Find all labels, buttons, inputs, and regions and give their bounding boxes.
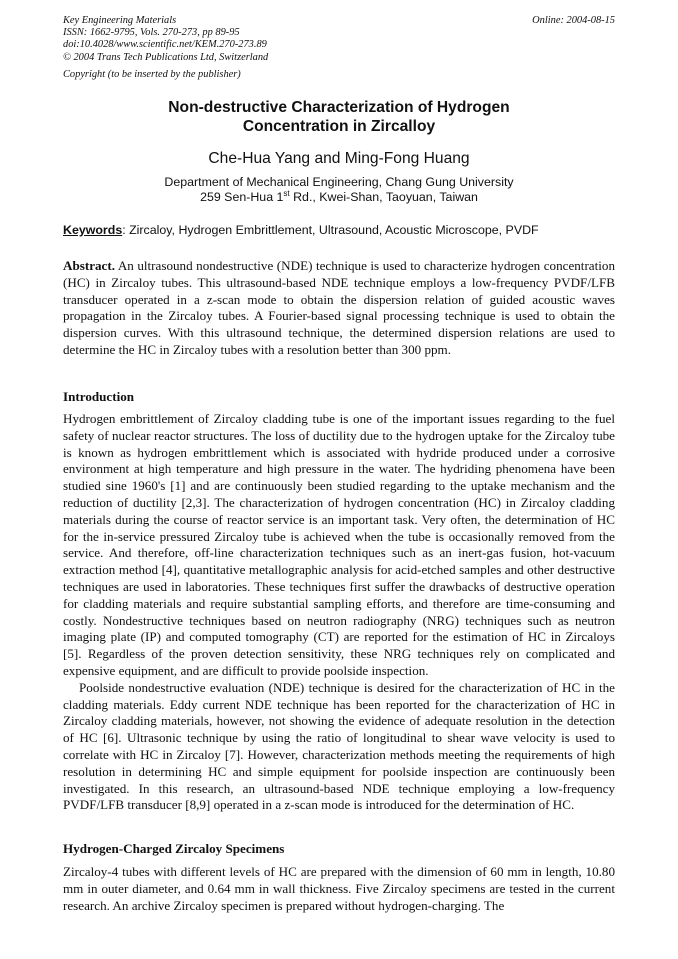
affiliation-address-a: 259 Sen-Hua 1 [200,190,284,204]
affiliation-superscript: st [283,188,290,198]
affiliation [63,175,615,205]
doi-line: doi:10.4028/www.scientific.net/KEM.270-273.89 [63,39,267,51]
introduction-heading: Introduction [63,389,135,404]
publisher-line: © 2004 Trans Tech Publications Ltd, Switzerland [63,51,269,63]
specimens-heading: Hydrogen-Charged Zircaloy Specimens [63,841,285,856]
abstract [63,258,615,359]
keywords-text: : Zircaloy, Hydrogen Embrittlement, Ultrasound, Acoustic Microscope, PVDF [122,223,539,237]
affiliation-line-2 [63,190,615,205]
title-line-1: Non-destructive Characterization of Hydrogen [168,99,510,116]
paper-title [63,98,615,136]
journal-header [63,15,615,64]
journal-name: Key Engineering Materials [63,15,177,26]
affiliation-address-b: Rd., Kwei-Shan, Taoyuan, Taiwan [289,190,478,204]
introduction-body [63,411,615,814]
specimens-body: Zircaloy-4 tubes with different levels of HC are prepared with the dimension of 60 mm in length, 10.80 mm in outer diameter, and 0.64 mm in wall thickness. Five Zircaloy specimens are tested in the current research. An archive Zircaloy specimen is prepared without hydrogen-charging. The [63,864,615,913]
copyright-note: Copyright (to be inserted by the publisher) [63,69,241,80]
introduction-paragraph-1: Hydrogen embrittlement of Zircaloy cladding tube is one of the important issues regarding to the fuel safety of nuclear reactor structures. The loss of ductility due to the hydrogen uptake for the Zircaloy tube is known as hydrogen embrittlement which is associated with hydride produced under a corrosive environment at high temperature and high pressure in the water. The hydriding phenomena have been studied sine 1960's [1] and are continuously been studied regarding to the uptake mechanism and the reduction of ductility [2,3]. The characterization of hydrogen concentration (HC) in Zircaloy cladding materials during the course of reactor service is an important task. Very often, the determination of HC for the in-service pressured Zircaloy tube is achieved when the tube is occasionally removed from the service. And therefore, off-line characterization techniques such as an inert-gas fusion, hot-vacuum extraction method [4], quantitative metallographic analysis for acid-etched samples and other destructive techniques are used in laboratories. These techniques first suffer the drawbacks of destructive operation for cladding materials and require substantial sampling efforts, and therefore are time-consuming and costly. Nondestructive techniques based on neutron radiography (NRG) techniques such as neutron imaging plate (IP) and computed tomography (CT) are reported for the estimation of HC in Zircaloys [5]. Regardless of the proven detection sensitivity, these NRG techniques rely on complicated and expensive equipment, and are difficult to provide poolside inspection. [63,411,615,678]
keywords-label: Keywords [63,223,123,237]
affiliation-line-1: Department of Mechanical Engineering, Chang Gung University [164,175,514,189]
title-line-2: Concentration in Zircalloy [242,118,436,135]
abstract-label: Abstract. [63,258,115,273]
keywords [63,223,615,237]
introduction-paragraph-2: Poolside nondestructive evaluation (NDE) technique is desired for the characterization of HC in the cladding materials. Eddy current NDE technique has been reported for the characterization of HC in Zircaloy cladding materials, however, not showing the evidence of adequate resolution in the detection of HC [6]. Ultrasonic technique by using the ratio of longitudinal to shear wave velocity is used to correlate with HC in Zircaloy [7]. However, characterization methods meeting the requirements of high resolution in determining HC and simple equipment for poolside inspection are continuously been investigated. In this research, an ultrasound-based NDE technique employing a low-frequency PVDF/LFB transducer [8,9] operated in a z-scan mode is introduced for the determination of HC. [63,679,615,813]
online-date: Online: 2004-08-15 [532,15,615,26]
authors: Che-Hua Yang and Ming-Fong Huang [208,150,470,167]
abstract-text: An ultrasound nondestructive (NDE) technique is used to characterize hydrogen concentration (HC) in Zircaloy tubes. This ultrasound-based NDE technique employs a low-frequency PVDF/LFB transducer operated in a z-scan mode to obtain the dispersion relation of guided acoustic waves propagation in the Zircaloy tubes. A Fourier-based signal processing technique is used to obtain the dispersion curves. With this ultrasound technique, the determined dispersion relations are used to determine the HC in Zircaloy tubes with a resolution better than 300 ppm. [63,258,615,357]
issn-line: ISSN: 1662-9795, Vols. 270-273, pp 89-95 [63,27,240,39]
